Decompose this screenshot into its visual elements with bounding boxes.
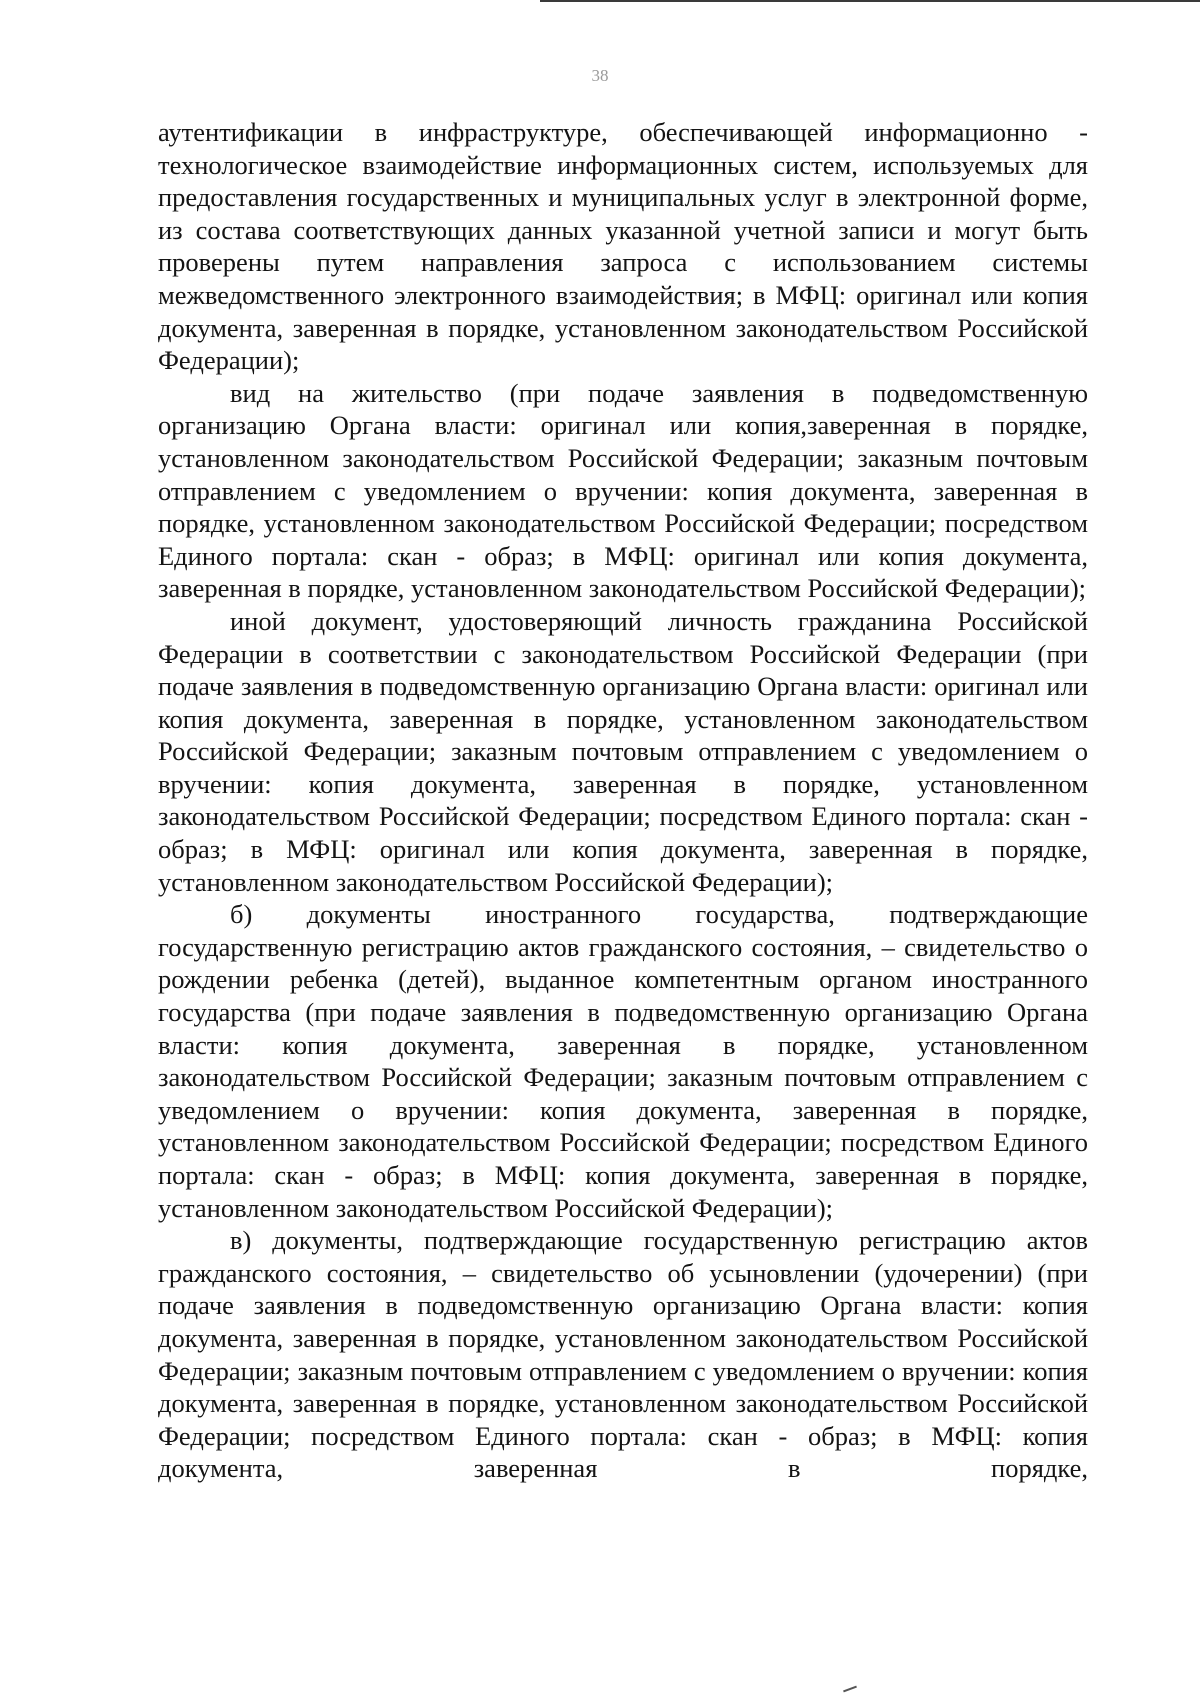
paragraph-adoption-certificate: в) документы, подтверждающие государственную регистрацию актов гражданского состояния, – свидетельство об усыновлении (удочерении) (при подаче заявления в подведомственную организацию Органа власти: копия документа, заверенная в порядке, установленном законодательством Российской Федерации; заказным почтовым отправлением с уведомлением о вручении: копия документа, заверенная в порядке, установленном законодательством Российской Федерации; посредством Единого портала: скан - образ; в МФЦ: копия документа, заверенная в порядке,	[158, 1225, 1088, 1484]
paragraph-foreign-birth-certificate: б) документы иностранного государства, подтверждающие государственную регистрацию актов гражданского состояния, – свидетельство о рождении ребенка (детей), выданное компетентным органом иностранного государства (при подаче заявления в подведомственную организацию Органа власти: копия документа, заверенная в порядке, установленном законодательством Российской Федерации; заказным почтовым отправлением с уведомлением о вручении: копия документа, заверенная в порядке, установленном законодательством Российской Федерации; посредством Единого портала: скан - образ; в МФЦ: копия документа, заверенная в порядке, установленном законодательством Российской Федерации);	[158, 899, 1088, 1223]
document-body	[158, 116, 1088, 1485]
paragraph-residence-permit: вид на жительство (при подаче заявления в подведомственную организацию Органа власти: оригинал или копия,заверенная в порядке, установленном законодательством Российской Федерации; заказным почтовым отправлением с уведомлением о вручении: копия документа, заверенная в порядке, установленном законодательством Российской Федерации; посредством Единого портала: скан - образ; в МФЦ: оригинал или копия документа, заверенная в порядке, установленном законодательством Российской Федерации);	[158, 377, 1088, 604]
page-number: 38	[591, 66, 609, 85]
scan-artifact	[843, 1686, 857, 1693]
paragraph-authentication: аутентификации в инфраструктуре, обеспечивающей информационно - технологическое взаимодействие информационных систем, используемых для предоставления государственных и муниципальных услуг в электронной форме, из состава соответствующих данных указанной учетной записи и могут быть проверены путем направления запроса с использованием системы межведомственного электронного взаимодействия; в МФЦ: оригинал или копия документа, заверенная в порядке, установленном законодательством Российской Федерации);	[158, 117, 1088, 376]
top-rule	[540, 0, 1200, 2]
paragraph-other-identity-document: иной документ, удостоверяющий личность гражданина Российской Федерации в соответствии с законодательством Российской Федерации (при подаче заявления в подведомственную организацию Органа власти: оригинал или копия документа, заверенная в порядке, установленном законодательством Российской Федерации; заказным почтовым отправлением с уведомлением о вручении: копия документа, заверенная в порядке, установленном законодательством Российской Федерации; посредством Единого портала: скан - образ; в МФЦ: оригинал или копия документа, заверенная в порядке, установленном законодательством Российской Федерации);	[158, 605, 1088, 897]
